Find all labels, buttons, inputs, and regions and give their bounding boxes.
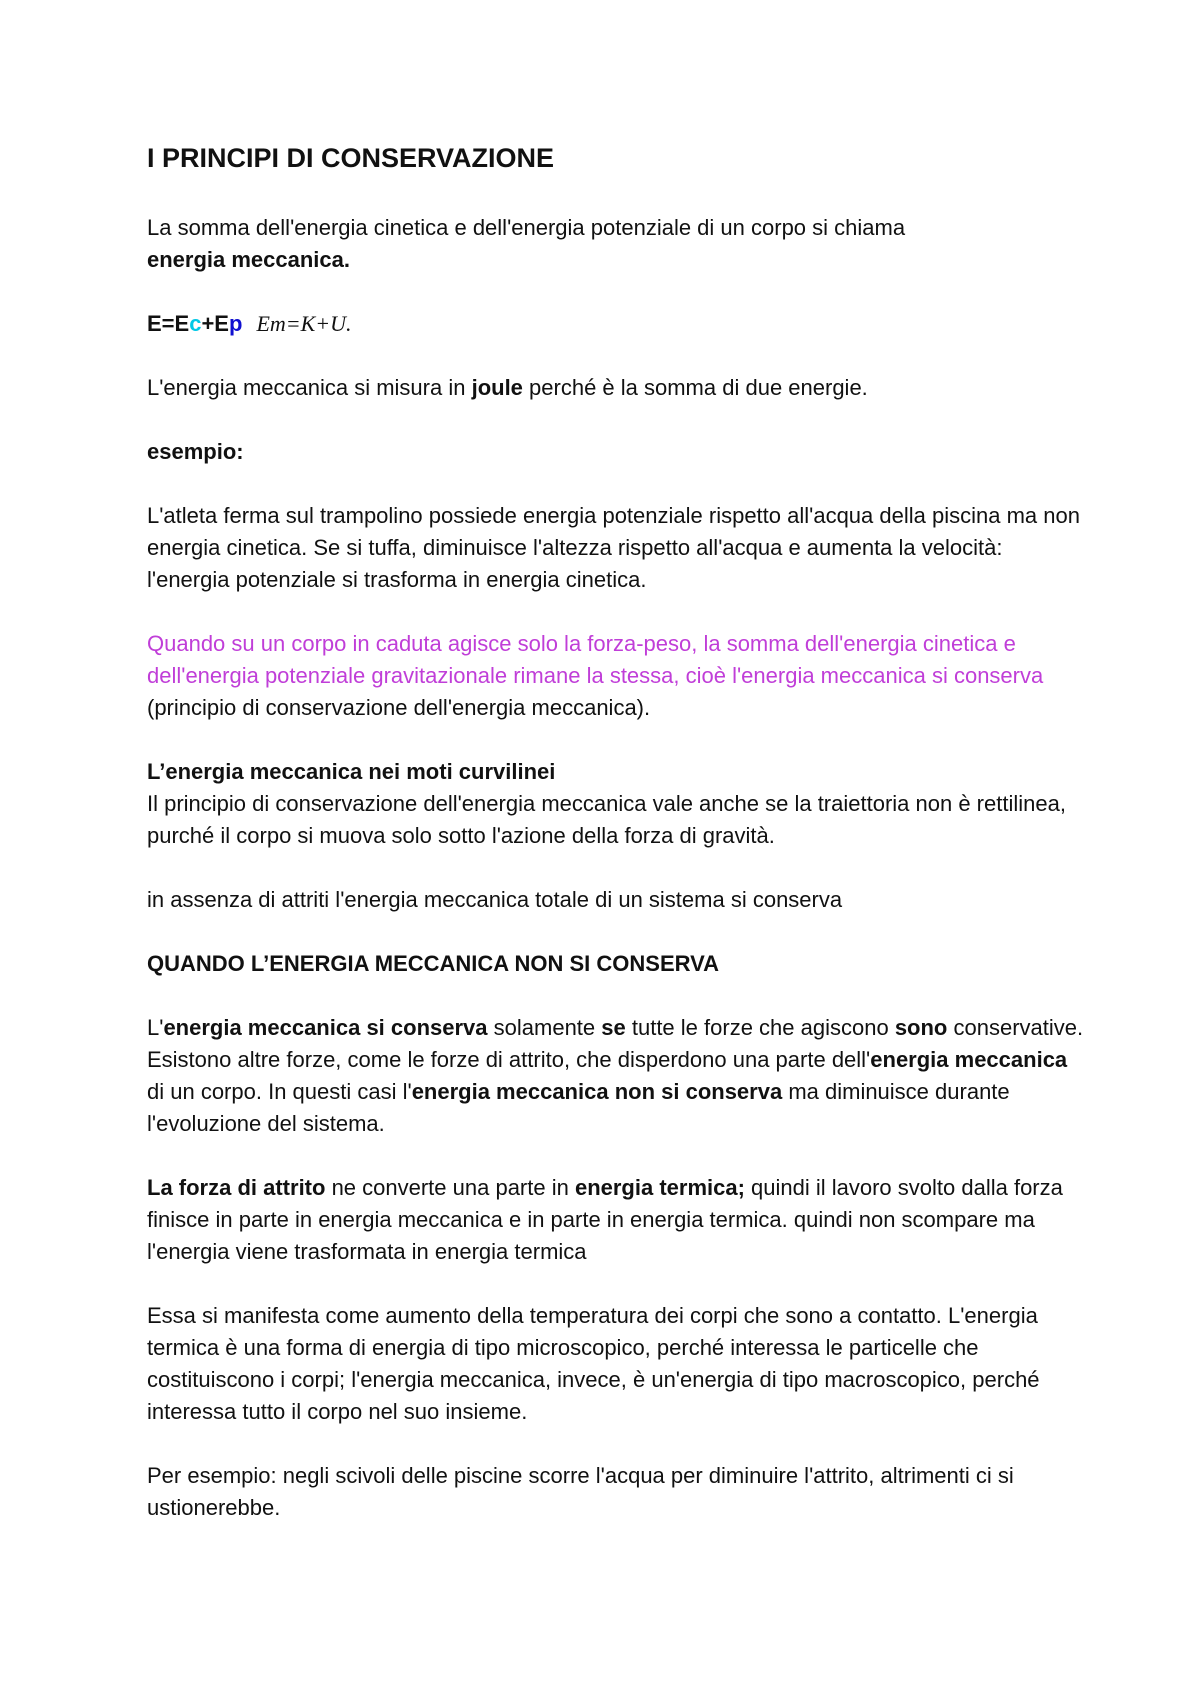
p2-joule: joule bbox=[471, 375, 523, 400]
formula-part-plus: +E bbox=[201, 311, 229, 336]
formula-part-c: c bbox=[189, 311, 202, 336]
formula-math: Em=K+U. bbox=[256, 311, 352, 336]
paragraph-joule bbox=[147, 372, 1087, 404]
paragraph-atleta: L'atleta ferma sul trampolino possiede energia potenziale rispetto all'acqua della piscina ma non energia cinetica. Se si tuffa, diminuisce l'altezza rispetto all'acqua e aumenta la velocità: l'energia potenziale si trasforma in energia cinetica. bbox=[147, 503, 1080, 592]
paragraph-forze-conservative bbox=[147, 1012, 1087, 1140]
formula-part-a: E=E bbox=[147, 311, 190, 336]
p7-a: La forza di attrito bbox=[147, 1175, 326, 1200]
principio-highlight: Quando su un corpo in caduta agisce solo la forza-peso, la somma dell'energia cinetica e dell'energia potenziale gravitazionale rimane la stessa, cioè l'energia meccanica si conserva bbox=[147, 631, 1044, 688]
p6-d: se bbox=[601, 1015, 626, 1040]
p7-d: quindi il lavoro svolto dalla forza finisce in parte in energia meccanica e in parte in energia termica. quindi non scompare ma l'energia viene trasformata in energia termica bbox=[147, 1175, 1063, 1264]
paragraph-attriti: in assenza di attriti l'energia meccanica totale di un sistema si conserva bbox=[147, 887, 843, 912]
p6-g: conservative. Esistono altre forze, come le forze di attrito, che disperdono una parte dell' bbox=[147, 1015, 1084, 1072]
document-page bbox=[147, 140, 1087, 1556]
p7-b: ne converte una parte in bbox=[325, 1175, 575, 1200]
principio-rest: (principio di conservazione dell'energia meccanica). bbox=[147, 695, 651, 720]
p6-a: L' bbox=[147, 1015, 164, 1040]
example-label-text: esempio: bbox=[147, 439, 244, 464]
p7-c: energia termica; bbox=[574, 1175, 745, 1200]
p6-i: di un corpo. In questi casi l' bbox=[147, 1079, 412, 1104]
document-title: I PRINCIPI DI CONSERVAZIONE bbox=[147, 143, 555, 173]
p6-b: energia meccanica si conserva bbox=[163, 1015, 488, 1040]
p6-e: tutte le forze che agiscono bbox=[625, 1015, 895, 1040]
paragraph-energia-meccanica bbox=[147, 212, 1087, 276]
p2-text-a: L'energia meccanica si misura in bbox=[147, 375, 472, 400]
p6-j: energia meccanica non si conserva bbox=[411, 1079, 783, 1104]
p6-h: energia meccanica bbox=[870, 1047, 1068, 1072]
formula-part-p: p bbox=[228, 311, 243, 336]
paragraph-principio bbox=[147, 628, 1087, 724]
paragraph-forza-attrito bbox=[147, 1172, 1087, 1268]
paragraph-energia-termica: Essa si manifesta come aumento della temperatura dei corpi che sono a contatto. L'energia termica è una forma di energia di tipo microscopico, perché interessa le particelle che costituiscono i corpi; l'energia meccanica, invece, è un'energia di tipo macroscopico, perché interessa tutto il corpo nel suo insieme. bbox=[147, 1303, 1040, 1424]
section-non-heading-text: QUANDO L’ENERGIA MECCANICA NON SI CONSERVA bbox=[147, 951, 720, 976]
paragraph-esempio-scivoli: Per esempio: negli scivoli delle piscine scorre l'acqua per diminuire l'attrito, altrimenti ci si ustionerebbe. bbox=[147, 1463, 1014, 1520]
p6-f: sono bbox=[894, 1015, 948, 1040]
p2-text-c: perché è la somma di due energie. bbox=[522, 375, 868, 400]
p6-c: solamente bbox=[487, 1015, 602, 1040]
section-curvilinei bbox=[147, 756, 1087, 852]
example-label bbox=[147, 436, 1087, 468]
section-curvilinei-text: Il principio di conservazione dell'energia meccanica vale anche se la traiettoria non è rettilinea, purché il corpo si muova solo sotto l'azione della forza di gravità. bbox=[147, 791, 1066, 848]
p6-k: ma diminuisce durante l'evoluzione del sistema. bbox=[147, 1079, 1010, 1136]
p1-bold-term: energia meccanica. bbox=[147, 247, 351, 272]
p1-text: La somma dell'energia cinetica e dell'energia potenziale di un corpo si chiama bbox=[147, 215, 906, 240]
section-curvilinei-heading: L’energia meccanica nei moti curvilinei bbox=[147, 759, 556, 784]
section-non-si-conserva-heading bbox=[147, 948, 1087, 980]
formula-line bbox=[147, 308, 1087, 340]
